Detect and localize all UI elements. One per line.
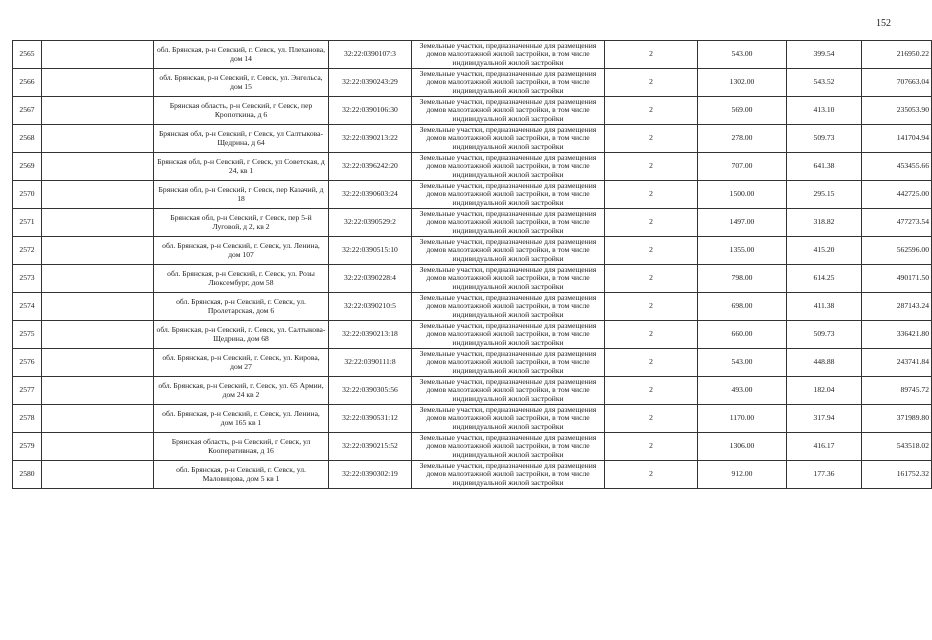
- row-spacer: [42, 321, 154, 349]
- table-row: [13, 69, 932, 97]
- address-cell: Брянская обл, р-н Севский, г Севск, ул Советская, д 24, кв 1: [154, 153, 329, 181]
- area-cell: 1497.00: [698, 209, 787, 237]
- specific-value-cell: 509.73: [787, 321, 862, 349]
- group-count-cell: 2: [605, 321, 698, 349]
- row-spacer: [42, 237, 154, 265]
- group-count-cell: 2: [605, 377, 698, 405]
- cadastral-number-cell: 32:22:0390111:8: [329, 349, 412, 377]
- land-use-cell: Земельные участки, предназначенные для размещения домов малоэтажной жилой застройки, в том числе индивидуальной жилой застройки: [412, 293, 605, 321]
- row-number: 2579: [13, 433, 42, 461]
- specific-value-cell: 614.25: [787, 265, 862, 293]
- cadastral-value-cell: 442725.00: [862, 181, 932, 209]
- address-cell: обл. Брянская, р-н Севский, г. Севск, ул. Ленина, дом 107: [154, 237, 329, 265]
- land-use-cell: Земельные участки, предназначенные для размещения домов малоэтажной жилой застройки, в том числе индивидуальной жилой застройки: [412, 377, 605, 405]
- row-number: 2565: [13, 41, 42, 69]
- cadastral-number-cell: 32:22:0390213:18: [329, 321, 412, 349]
- table-row: [13, 209, 932, 237]
- land-use-cell: Земельные участки, предназначенные для размещения домов малоэтажной жилой застройки, в том числе индивидуальной жилой застройки: [412, 433, 605, 461]
- land-use-cell: Земельные участки, предназначенные для размещения домов малоэтажной жилой застройки, в том числе индивидуальной жилой застройки: [412, 265, 605, 293]
- specific-value-cell: 413.10: [787, 97, 862, 125]
- cadastral-number-cell: 32:22:0390515:10: [329, 237, 412, 265]
- address-cell: обл. Брянская, р-н Севский, г. Севск, ул. Ленина, дом 165 кв 1: [154, 405, 329, 433]
- land-use-cell: Земельные участки, предназначенные для размещения домов малоэтажной жилой застройки, в том числе индивидуальной жилой застройки: [412, 181, 605, 209]
- address-cell: обл. Брянская, р-н Севский, г. Севск, ул. Салтыкова-Щедрина, дом 68: [154, 321, 329, 349]
- row-spacer: [42, 97, 154, 125]
- row-spacer: [42, 433, 154, 461]
- table-row: [13, 237, 932, 265]
- address-cell: обл. Брянская, р-н Севский, г. Севск, ул. Энгельса, дом 15: [154, 69, 329, 97]
- row-spacer: [42, 209, 154, 237]
- specific-value-cell: 317.94: [787, 405, 862, 433]
- land-use-cell: Земельные участки, предназначенные для размещения домов малоэтажной жилой застройки, в том числе индивидуальной жилой застройки: [412, 97, 605, 125]
- cadastral-number-cell: 32:22:0390210:5: [329, 293, 412, 321]
- specific-value-cell: 509.73: [787, 125, 862, 153]
- table-body: [13, 41, 932, 489]
- address-cell: обл. Брянская, р-н Севский, г. Севск, ул. Плеханова, дом 14: [154, 41, 329, 69]
- specific-value-cell: 641.38: [787, 153, 862, 181]
- cadastral-number-cell: 32:22:0390215:52: [329, 433, 412, 461]
- cadastral-number-cell: 32:22:0390531:12: [329, 405, 412, 433]
- cadastral-value-cell: 453455.66: [862, 153, 932, 181]
- address-cell: обл. Брянская, р-н Севский, г. Севск, ул. Розы Люксембург, дом 58: [154, 265, 329, 293]
- table-row: [13, 349, 932, 377]
- cadastral-number-cell: 32:22:0396242:20: [329, 153, 412, 181]
- area-cell: 798.00: [698, 265, 787, 293]
- address-cell: Брянская обл, р-н Севский, г Севск, ул Салтыкова-Щедрина, д 64: [154, 125, 329, 153]
- area-cell: 698.00: [698, 293, 787, 321]
- group-count-cell: 2: [605, 293, 698, 321]
- specific-value-cell: 416.17: [787, 433, 862, 461]
- specific-value-cell: 177.36: [787, 461, 862, 489]
- row-spacer: [42, 265, 154, 293]
- group-count-cell: 2: [605, 69, 698, 97]
- row-number: 2578: [13, 405, 42, 433]
- table-row: [13, 153, 932, 181]
- row-number: 2577: [13, 377, 42, 405]
- group-count-cell: 2: [605, 405, 698, 433]
- row-spacer: [42, 153, 154, 181]
- land-use-cell: Земельные участки, предназначенные для размещения домов малоэтажной жилой застройки, в том числе индивидуальной жилой застройки: [412, 125, 605, 153]
- area-cell: 1500.00: [698, 181, 787, 209]
- page-number: 152: [876, 18, 891, 29]
- area-cell: 493.00: [698, 377, 787, 405]
- land-use-cell: Земельные участки, предназначенные для размещения домов малоэтажной жилой застройки, в том числе индивидуальной жилой застройки: [412, 237, 605, 265]
- group-count-cell: 2: [605, 349, 698, 377]
- table-row: [13, 321, 932, 349]
- cadastral-number-cell: 32:22:0390243:29: [329, 69, 412, 97]
- row-spacer: [42, 377, 154, 405]
- cadastral-value-cell: 562596.00: [862, 237, 932, 265]
- cadastral-value-cell: 543518.02: [862, 433, 932, 461]
- area-cell: 1306.00: [698, 433, 787, 461]
- cadastral-number-cell: 32:22:0390228:4: [329, 265, 412, 293]
- area-cell: 543.00: [698, 349, 787, 377]
- address-cell: Брянская обл, р-н Севский, г Севск, пер Казачий, д 18: [154, 181, 329, 209]
- table-row: [13, 125, 932, 153]
- cadastral-number-cell: 32:22:0390302:19: [329, 461, 412, 489]
- land-use-cell: Земельные участки, предназначенные для размещения домов малоэтажной жилой застройки, в том числе индивидуальной жилой застройки: [412, 321, 605, 349]
- table-row: [13, 377, 932, 405]
- row-spacer: [42, 293, 154, 321]
- address-cell: обл. Брянская, р-н Севский, г. Севск, ул. Маловицова, дом 5 кв 1: [154, 461, 329, 489]
- row-number: 2580: [13, 461, 42, 489]
- row-number: 2570: [13, 181, 42, 209]
- group-count-cell: 2: [605, 265, 698, 293]
- specific-value-cell: 295.15: [787, 181, 862, 209]
- area-cell: 912.00: [698, 461, 787, 489]
- group-count-cell: 2: [605, 461, 698, 489]
- table-row: [13, 41, 932, 69]
- row-number: 2572: [13, 237, 42, 265]
- specific-value-cell: 182.04: [787, 377, 862, 405]
- address-cell: обл. Брянская, р-н Севский, г. Севск, ул. Пролетарская, дом 6: [154, 293, 329, 321]
- land-use-cell: Земельные участки, предназначенные для размещения домов малоэтажной жилой застройки, в том числе индивидуальной жилой застройки: [412, 41, 605, 69]
- cadastral-value-cell: 287143.24: [862, 293, 932, 321]
- cadastral-value-cell: 161752.32: [862, 461, 932, 489]
- cadastral-value-cell: 490171.50: [862, 265, 932, 293]
- specific-value-cell: 399.54: [787, 41, 862, 69]
- row-spacer: [42, 41, 154, 69]
- group-count-cell: 2: [605, 153, 698, 181]
- cadastral-value-cell: 707663.04: [862, 69, 932, 97]
- specific-value-cell: 543.52: [787, 69, 862, 97]
- row-spacer: [42, 125, 154, 153]
- area-cell: 543.00: [698, 41, 787, 69]
- address-cell: обл. Брянская, р-н Севский, г. Севск, ул. 65 Армии, дом 24 кв 2: [154, 377, 329, 405]
- row-spacer: [42, 181, 154, 209]
- cadastral-value-cell: 243741.84: [862, 349, 932, 377]
- land-use-cell: Земельные участки, предназначенные для размещения домов малоэтажной жилой застройки, в том числе индивидуальной жилой застройки: [412, 461, 605, 489]
- cadastral-number-cell: 32:22:0390529:2: [329, 209, 412, 237]
- land-use-cell: Земельные участки, предназначенные для размещения домов малоэтажной жилой застройки, в том числе индивидуальной жилой застройки: [412, 209, 605, 237]
- row-spacer: [42, 69, 154, 97]
- table-row: [13, 181, 932, 209]
- table-row: [13, 461, 932, 489]
- specific-value-cell: 448.88: [787, 349, 862, 377]
- land-registry-table: [12, 40, 932, 489]
- area-cell: 1302.00: [698, 69, 787, 97]
- row-spacer: [42, 405, 154, 433]
- address-cell: обл. Брянская, р-н Севский, г. Севск, ул. Кирова, дом 27: [154, 349, 329, 377]
- cadastral-number-cell: 32:22:0390603:24: [329, 181, 412, 209]
- table-row: [13, 293, 932, 321]
- cadastral-number-cell: 32:22:0390107:3: [329, 41, 412, 69]
- row-number: 2573: [13, 265, 42, 293]
- address-cell: Брянская область, р-н Севский, г Севск, ул Кооперативная, д 16: [154, 433, 329, 461]
- table-row: [13, 433, 932, 461]
- land-use-cell: Земельные участки, предназначенные для размещения домов малоэтажной жилой застройки, в том числе индивидуальной жилой застройки: [412, 69, 605, 97]
- row-number: 2568: [13, 125, 42, 153]
- cadastral-value-cell: 336421.80: [862, 321, 932, 349]
- table-row: [13, 97, 932, 125]
- area-cell: 1355.00: [698, 237, 787, 265]
- specific-value-cell: 415.20: [787, 237, 862, 265]
- land-use-cell: Земельные участки, предназначенные для размещения домов малоэтажной жилой застройки, в том числе индивидуальной жилой застройки: [412, 349, 605, 377]
- group-count-cell: 2: [605, 125, 698, 153]
- row-number: 2575: [13, 321, 42, 349]
- area-cell: 660.00: [698, 321, 787, 349]
- cadastral-value-cell: 216950.22: [862, 41, 932, 69]
- row-spacer: [42, 461, 154, 489]
- area-cell: 1170.00: [698, 405, 787, 433]
- row-number: 2571: [13, 209, 42, 237]
- group-count-cell: 2: [605, 237, 698, 265]
- row-number: 2567: [13, 97, 42, 125]
- land-use-cell: Земельные участки, предназначенные для размещения домов малоэтажной жилой застройки, в том числе индивидуальной жилой застройки: [412, 405, 605, 433]
- group-count-cell: 2: [605, 41, 698, 69]
- land-use-cell: Земельные участки, предназначенные для размещения домов малоэтажной жилой застройки, в том числе индивидуальной жилой застройки: [412, 153, 605, 181]
- row-number: 2574: [13, 293, 42, 321]
- address-cell: Брянская обл, р-н Севский, г Севск, пер 5-й Луговой, д 2, кв 2: [154, 209, 329, 237]
- group-count-cell: 2: [605, 181, 698, 209]
- cadastral-value-cell: 371989.80: [862, 405, 932, 433]
- address-cell: Брянская область, р-н Севский, г Севск, пер Кропоткина, д 6: [154, 97, 329, 125]
- group-count-cell: 2: [605, 97, 698, 125]
- area-cell: 278.00: [698, 125, 787, 153]
- cadastral-value-cell: 235053.90: [862, 97, 932, 125]
- table-row: [13, 405, 932, 433]
- cadastral-number-cell: 32:22:0390305:56: [329, 377, 412, 405]
- specific-value-cell: 411.38: [787, 293, 862, 321]
- area-cell: 569.00: [698, 97, 787, 125]
- row-number: 2576: [13, 349, 42, 377]
- row-number: 2566: [13, 69, 42, 97]
- specific-value-cell: 318.82: [787, 209, 862, 237]
- cadastral-number-cell: 32:22:0390106:30: [329, 97, 412, 125]
- table-row: [13, 265, 932, 293]
- cadastral-value-cell: 477273.54: [862, 209, 932, 237]
- cadastral-value-cell: 89745.72: [862, 377, 932, 405]
- cadastral-value-cell: 141704.94: [862, 125, 932, 153]
- row-spacer: [42, 349, 154, 377]
- group-count-cell: 2: [605, 209, 698, 237]
- group-count-cell: 2: [605, 433, 698, 461]
- cadastral-number-cell: 32:22:0390213:22: [329, 125, 412, 153]
- area-cell: 707.00: [698, 153, 787, 181]
- row-number: 2569: [13, 153, 42, 181]
